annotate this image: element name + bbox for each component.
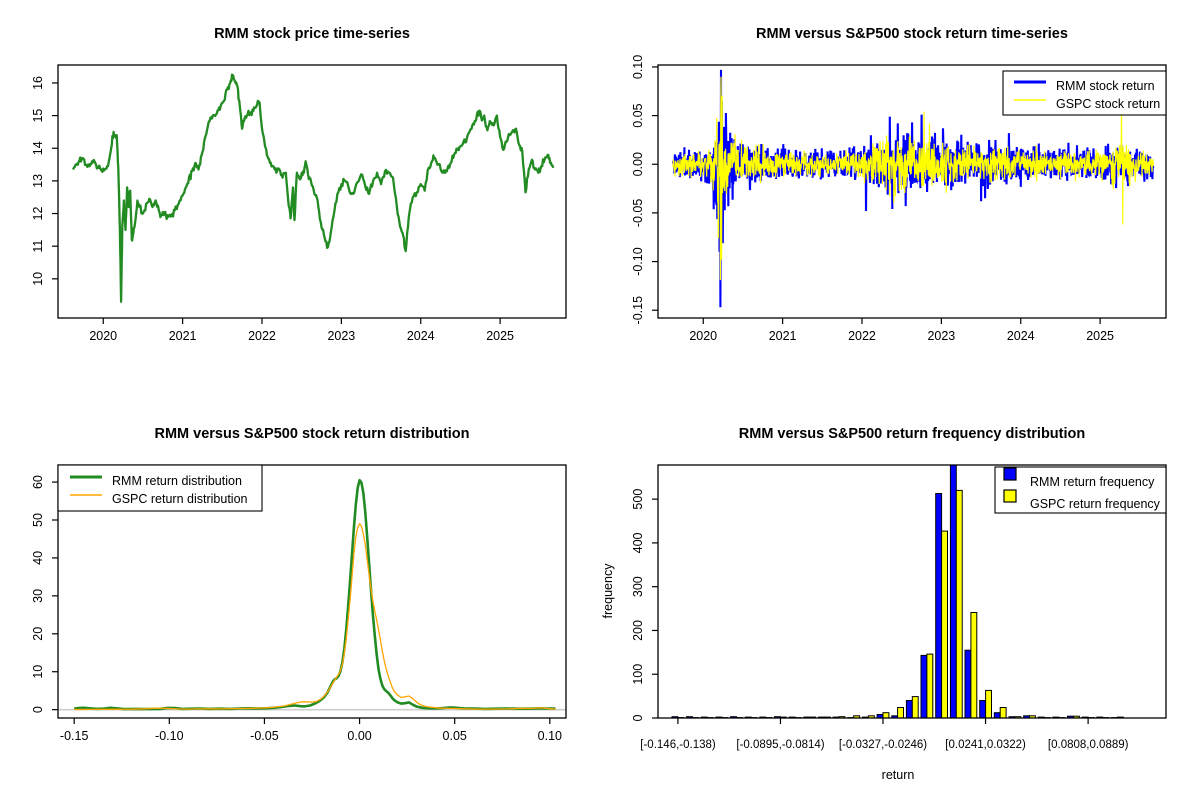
y-tick-label: 30 bbox=[31, 588, 45, 603]
generated-geometry bbox=[31, 55, 1166, 743]
histogram-legend-label-rmm: RMM return frequency bbox=[1030, 475, 1155, 489]
y-tick-label: 200 bbox=[631, 620, 645, 641]
bar-gspc bbox=[971, 613, 977, 719]
bar-gspc bbox=[942, 531, 948, 718]
histogram-bin-label-5: [0.0808,0.0889) bbox=[1047, 739, 1129, 751]
bar-gspc bbox=[927, 654, 933, 718]
legend-square-swatch bbox=[1004, 490, 1016, 502]
series-line-rmm-stock-price bbox=[73, 75, 553, 302]
series-group bbox=[74, 480, 555, 709]
y-tick-label: 60 bbox=[31, 475, 45, 490]
histogram-bin-label-1: [-0.146,-0.138) bbox=[640, 739, 716, 751]
x-tick-label: 2024 bbox=[406, 329, 435, 343]
y-tick-label: -0.10 bbox=[631, 247, 645, 276]
bar-rmm bbox=[936, 494, 942, 719]
x-tick-label: -0.05 bbox=[250, 729, 279, 743]
y-tick-label: 15 bbox=[31, 108, 45, 123]
bar-gspc bbox=[898, 708, 904, 719]
y-tick-label: 10 bbox=[31, 664, 45, 679]
x-tick-label: 2021 bbox=[168, 329, 197, 343]
x-tick-label: 2022 bbox=[248, 329, 276, 343]
histogram-legend-label-gspc: GSPC return frequency bbox=[1030, 497, 1160, 511]
x-tick-label: -0.15 bbox=[59, 729, 89, 743]
y-tick-label: 13 bbox=[31, 173, 45, 188]
y-tick-label: -0.05 bbox=[631, 198, 645, 228]
x-tick-label: 2020 bbox=[689, 329, 718, 343]
bar-rmm bbox=[950, 465, 956, 718]
x-tick-label: -0.10 bbox=[155, 729, 184, 743]
y-tick-label: 0.10 bbox=[631, 54, 645, 80]
y-tick-label: 0 bbox=[31, 706, 45, 714]
chart4-title: RMM versus S&P500 return frequency distribution bbox=[738, 426, 1086, 442]
series-group bbox=[73, 75, 553, 302]
y-tick-label: 12 bbox=[31, 206, 45, 221]
bar-rmm bbox=[921, 655, 927, 718]
bar-gspc bbox=[986, 690, 992, 718]
bar-gspc bbox=[1000, 708, 1006, 719]
bar-gspc bbox=[956, 490, 962, 718]
y-tick-label: -0.15 bbox=[631, 295, 645, 325]
y-tick-label: 400 bbox=[631, 532, 645, 554]
chart3-title: RMM versus S&P500 stock return distribution bbox=[154, 426, 470, 442]
returns-legend-label-gspc: GSPC stock return bbox=[1056, 97, 1161, 111]
density-legend-label-rmm: RMM return distribution bbox=[112, 474, 242, 488]
x-tick-label: 2025 bbox=[1086, 329, 1115, 343]
x-tick-label: 2023 bbox=[927, 329, 956, 343]
x-tick-label: 2023 bbox=[327, 329, 356, 343]
y-tick-label: 0.00 bbox=[631, 152, 645, 177]
y-tick-label: 16 bbox=[31, 76, 45, 90]
series-line-gspc-return-distribution bbox=[74, 524, 555, 710]
x-tick-label: 2022 bbox=[848, 329, 876, 343]
x-tick-label: 0.10 bbox=[537, 729, 562, 743]
x-tick-label: 2024 bbox=[1006, 329, 1035, 343]
y-tick-label: 11 bbox=[31, 239, 45, 253]
bar-rmm bbox=[906, 701, 912, 719]
density-legend-label-gspc: GSPC return distribution bbox=[112, 492, 248, 506]
bar-rmm bbox=[994, 713, 1000, 718]
histogram-bin-label-2: [-0.0895,-0.0814) bbox=[736, 739, 825, 751]
y-tick-label: 14 bbox=[31, 141, 45, 156]
histogram-ylabel: frequency bbox=[601, 563, 615, 619]
x-tick-label: 0.00 bbox=[347, 729, 372, 743]
bar-rmm bbox=[965, 650, 971, 718]
returns-legend-label-rmm: RMM stock return bbox=[1056, 79, 1155, 93]
y-tick-label: 10 bbox=[31, 271, 45, 286]
histogram-xlabel: return bbox=[881, 768, 915, 782]
x-tick-label: 2020 bbox=[89, 329, 118, 343]
bar-gspc bbox=[912, 697, 918, 718]
chart2-title: RMM versus S&P500 stock return time-series bbox=[756, 26, 1068, 42]
y-tick-label: 100 bbox=[631, 663, 645, 685]
legend-square-swatch bbox=[1004, 468, 1016, 480]
y-tick-label: 40 bbox=[31, 550, 45, 565]
y-tick-label: 20 bbox=[31, 626, 45, 641]
bar-rmm bbox=[980, 701, 986, 719]
y-tick-label: 500 bbox=[631, 488, 645, 510]
x-tick-label: 2025 bbox=[486, 329, 515, 343]
bar-gspc bbox=[883, 713, 889, 718]
x-tick-label: 2021 bbox=[768, 329, 797, 343]
y-tick-label: 0 bbox=[631, 714, 645, 722]
x-tick-label: 0.05 bbox=[442, 729, 467, 743]
histogram-bin-label-4: [0.0241,0.0322) bbox=[945, 739, 1026, 751]
plot-box bbox=[58, 65, 566, 318]
y-tick-label: 0.05 bbox=[631, 103, 645, 128]
histogram-bin-label-3: [-0.0327,-0.0246) bbox=[838, 739, 928, 751]
series-line-rmm-return-distribution bbox=[74, 480, 555, 709]
y-tick-label: 300 bbox=[631, 576, 645, 598]
y-tick-label: 50 bbox=[31, 513, 45, 527]
chart1-title: RMM stock price time-series bbox=[214, 26, 410, 42]
